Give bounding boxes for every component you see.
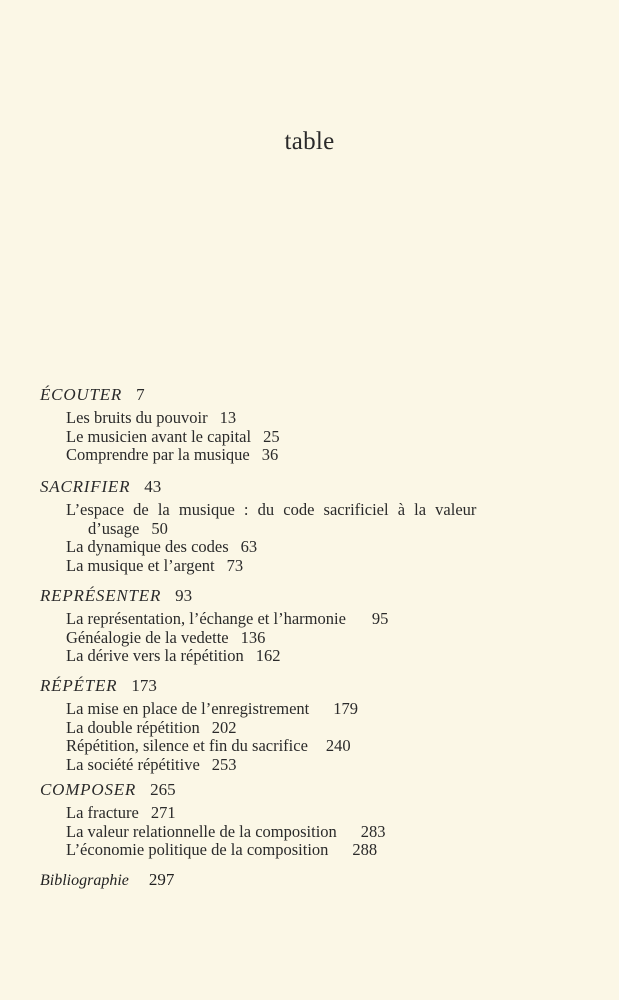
entry-page: 253 bbox=[211, 754, 237, 774]
part-sacrifier bbox=[40, 476, 539, 575]
part-heading bbox=[40, 779, 539, 801]
toc-entry bbox=[66, 719, 539, 738]
part-page: 265 bbox=[150, 780, 176, 799]
part-composer bbox=[40, 779, 539, 860]
entry-title: La valeur relationnelle de la composition bbox=[66, 821, 337, 841]
entry-page: 283 bbox=[360, 821, 386, 841]
toc-entry bbox=[66, 610, 539, 629]
part-ecouter bbox=[40, 384, 539, 465]
toc-entry bbox=[66, 428, 539, 447]
toc-entry bbox=[66, 647, 539, 666]
page-title: table bbox=[284, 128, 335, 155]
toc-entry bbox=[66, 700, 539, 719]
bibliography-label: Bibliographie bbox=[40, 872, 129, 889]
part-page: 43 bbox=[144, 477, 162, 496]
entry-title: La musique et l’argent bbox=[66, 555, 215, 575]
entry-page: 179 bbox=[333, 699, 359, 718]
entry-page: 136 bbox=[240, 627, 266, 647]
entry-title: L’économie politique de la composition bbox=[66, 840, 329, 859]
entry-title: Le musicien avant le capital bbox=[66, 426, 252, 446]
entry-page: 63 bbox=[240, 537, 258, 556]
entry-page: 240 bbox=[325, 736, 351, 755]
entry-page: 25 bbox=[263, 426, 280, 446]
part-representer bbox=[40, 585, 539, 666]
entry-page: 73 bbox=[226, 555, 244, 575]
entry-title: La double répétition bbox=[66, 717, 200, 737]
entry-title: La dérive vers la répétition bbox=[66, 646, 244, 665]
entry-title: Généalogie de la vedette bbox=[66, 627, 229, 647]
part-page: 173 bbox=[131, 676, 157, 695]
toc-entry bbox=[66, 629, 539, 648]
entry-title-continued: d’usage bbox=[88, 518, 140, 538]
entry-page: 13 bbox=[219, 408, 237, 427]
toc-entry bbox=[66, 446, 539, 465]
toc-entry bbox=[66, 804, 539, 823]
toc-entry bbox=[66, 756, 539, 775]
entry-page: 36 bbox=[261, 445, 279, 464]
part-page: 93 bbox=[175, 586, 193, 605]
toc-entry bbox=[66, 557, 539, 576]
entry-page: 202 bbox=[211, 717, 237, 737]
part-heading bbox=[40, 585, 539, 607]
entry-title: La fracture bbox=[66, 803, 139, 822]
part-page: 7 bbox=[136, 385, 145, 404]
entry-page: 271 bbox=[150, 803, 176, 822]
bibliography-entry bbox=[40, 870, 174, 890]
entry-title: Répétition, silence et fin du sacrifice bbox=[66, 736, 308, 755]
toc-entry bbox=[66, 823, 539, 842]
toc-entry bbox=[66, 501, 539, 538]
part-title: RÉPÉTER bbox=[40, 676, 118, 695]
entry-title: La dynamique des codes bbox=[66, 537, 229, 556]
entry-title: La société répétitive bbox=[66, 754, 200, 774]
entry-title: L’espace de la musique : du code sacrificiel à la valeur bbox=[66, 500, 477, 519]
part-heading bbox=[40, 476, 539, 498]
entry-title: La mise en place de l’enregistrement bbox=[66, 699, 310, 718]
entry-page: 50 bbox=[151, 518, 168, 538]
toc-entry bbox=[66, 538, 539, 557]
part-heading bbox=[40, 675, 539, 697]
part-title: COMPOSER bbox=[40, 780, 137, 799]
entry-page: 162 bbox=[255, 646, 281, 665]
part-title: ÉCOUTER bbox=[40, 385, 123, 404]
toc-entry bbox=[66, 841, 539, 860]
entry-title: Les bruits du pouvoir bbox=[66, 408, 208, 427]
part-title: REPRÉSENTER bbox=[40, 586, 162, 605]
entry-title: Comprendre par la musique bbox=[66, 445, 250, 464]
entry-page: 95 bbox=[371, 609, 389, 628]
part-repeter bbox=[40, 675, 539, 774]
toc-entry bbox=[66, 409, 539, 428]
entry-title: La représentation, l’échange et l’harmonie bbox=[66, 609, 346, 628]
part-title: SACRIFIER bbox=[40, 477, 131, 496]
entry-page: 288 bbox=[352, 840, 378, 859]
bibliography-page: 297 bbox=[148, 870, 175, 889]
toc-entry bbox=[66, 737, 539, 756]
part-heading bbox=[40, 384, 539, 406]
